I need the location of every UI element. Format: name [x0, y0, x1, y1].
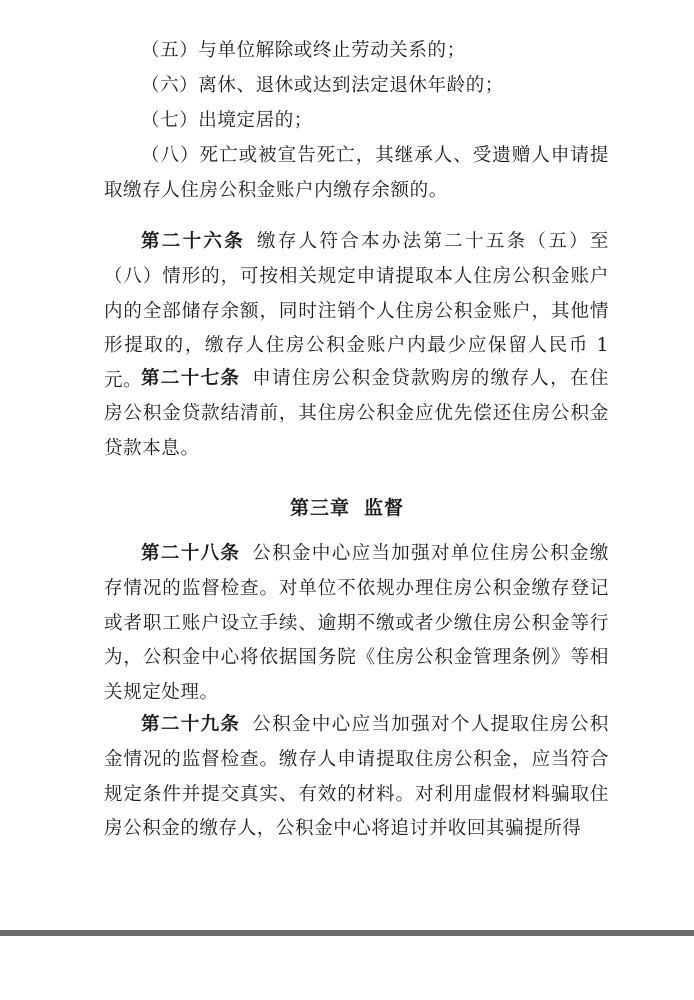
chapter-title: 监督	[364, 497, 405, 519]
article-28-number: 第二十八条	[141, 543, 241, 564]
article-27-number: 第二十七条	[141, 368, 241, 389]
article-29-number: 第二十九条	[141, 714, 241, 735]
bottom-blank-area	[0, 936, 694, 1000]
item-5: （五）与单位解除或终止劳动关系的；	[141, 40, 466, 61]
article-27	[104, 362, 609, 466]
chapter-heading	[0, 493, 694, 520]
article-28-text: 公积金中心应当加强对单位住房公积金缴存情况的监督检查。对单位不依规办理住房公积金缴存登记或者职工账户设立手续、逾期不缴或者少缴住房公积金等行为，公积金中心将依据国务院《住房公积金管理条例》等相关规定处理。	[104, 543, 609, 704]
article-27-text: 申请住房公积金贷款购房的缴存人，在住房公积金贷款结清前，其住房公积金应优先偿还住房公积金贷款本息。	[104, 368, 609, 459]
item-7: （七）出境定居的；	[141, 110, 313, 131]
article-28	[104, 537, 609, 711]
item-8: （八）死亡或被宣告死亡，其继承人、受遗赠人申请提取缴存人住房公积金账户内缴存余额的。	[104, 145, 609, 201]
item-6: （六）离休、退休或达到法定退休年龄的；	[141, 75, 504, 96]
article-29	[104, 708, 609, 847]
article-26-number: 第二十六条	[141, 231, 246, 252]
chapter-number: 第三章	[289, 497, 350, 519]
article-29-text: 公积金中心应当加强对个人提取住房公积金情况的监督检查。缴存人申请提取住房公积金，应当符合规定条件并提交真实、有效的材料。对利用虚假材料骗取住房公积金的缴存人，公积金中心将追讨并收回其骗提所得	[104, 714, 609, 840]
article-26-text: 缴存人符合本办法第二十五条（五）至（八）情形的，可按相关规定申请提取本人住房公积金账户内的全部储存余额，同时注销个人住房公积金账户，其他情形提取的，缴存人住房公积金账户内最少应保留人民币 1 元。	[104, 231, 609, 392]
